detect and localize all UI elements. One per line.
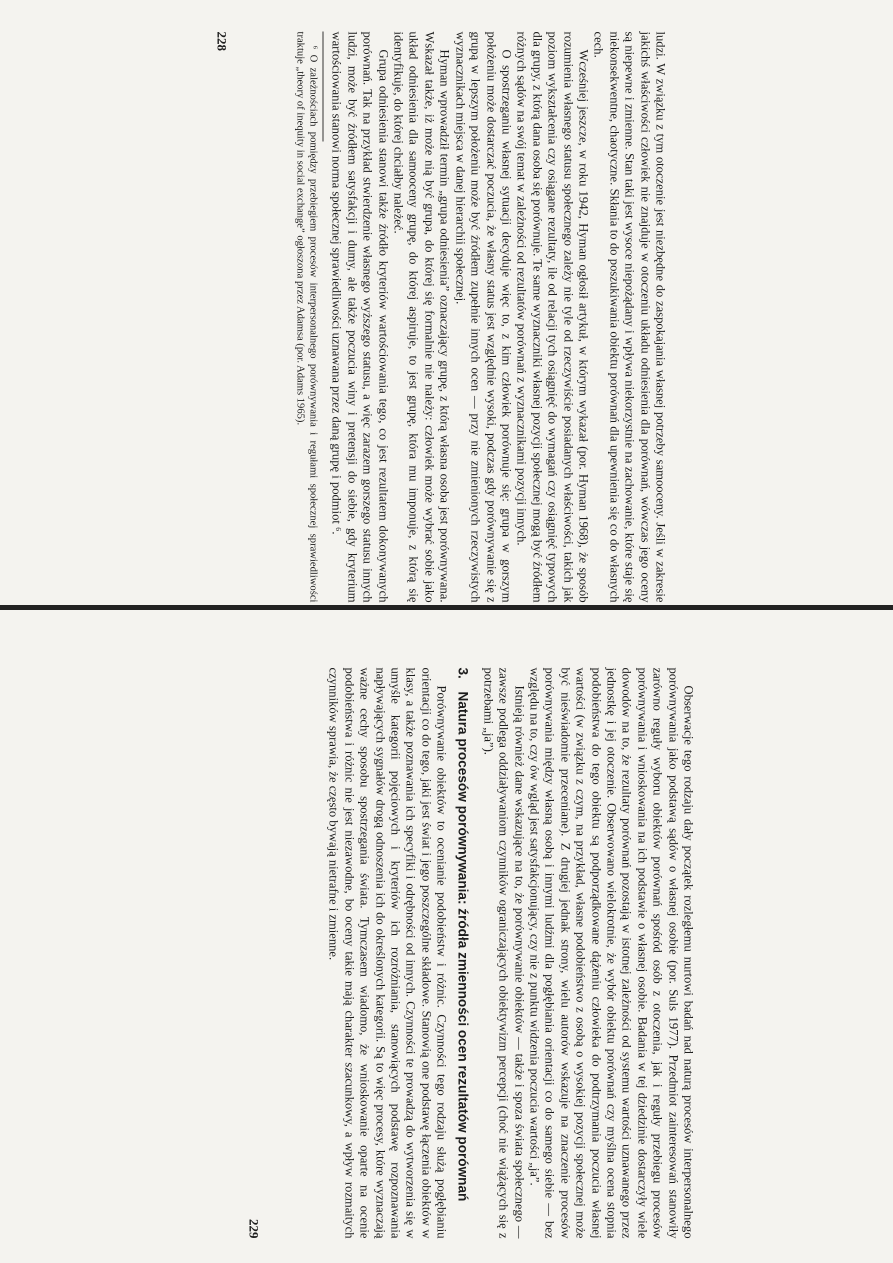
- paragraph: ludzi. W związku z tym otoczenie jest niezbędne do zaspokajania własnej potrzeby samooceny. Jeśli w zakresie jakichś właściwości człowiek nie znajduje w otoczeniu układu odniesienia dla porównań, wówczas jego oceny są niepewne i zmienne. Stan taki jest wysoce niepożądany i wpływa niekorzystnie na zachowanie, które staje się niekonsekwentne, chaotyczne. Skłania to do poszukiwania obiektu porównań dla upewnienia się co do własnych cech.: [591, 31, 668, 603]
- footnote: ⁶ O zależnościach pomiędzy przebiegiem procesów interpersonalnego porównywania i regułami społecznej sprawiedliwości traktuje „theory of inequity in social exchange” ogłoszona przez Adamsa (por. Adams 1965).: [294, 31, 319, 603]
- paragraph: Obserwacje tego rodzaju dały początek rozległemu nurtowi badań nad naturą procesów interpersonalnego porównywania jako podstawą sądów o własnej osobie (por. Suls 1977). Przedmiot zainteresowań stanowiły zarówno reguły wyboru obiektów porównań spośród osób z otoczenia, jak i reguły przebiegu procesów porównywania i wnioskowania na ich podstawie o własnej osobie. Badania w tej dziedzinie dostarczyły wiele dowodów na to, że rezultaty porównań pozostają w istotnej zależności od systemu wartości uznawanego przez jednostkę i jej otoczenie. Obserwowano wielokrotnie, że wybór obiektu porównań czy myślna ocena stopnia podobieństwa do tego obiektu są podporządkowane dążeniu człowieka do podtrzymania poczucia własnej wartości (w związku z czym, na przykład, własne podobieństwo z osobą o wysokiej pozycji społecznej może być nieświadomie przeceniane). Z drugiej jednak strony, wielu autorów wskazuje na znaczenie procesów porównywania między własną osobą i innymi ludźmi dla pogłębiania orientacji co do samego siebie — bez względu na to, czy ów wgląd jest satysfakcjonujący, czy nie z punktu widzenia poczucia wartości „ja”.: [527, 667, 696, 1239]
- paragraph: Istnieją również dane wskazujące na to, że porównywanie obiektów — także i spoza świata społecznego — zawsze podlega oddziaływaniom czynników ograniczających obiektywizm percepcji (choć nie wiążących się z potrzebami „ja”).: [481, 667, 527, 1239]
- paragraph: Wcześniej jeszcze, w roku 1942, Hyman ogłosił artykuł, w którym wykazał (por. Hyman 1968), że sposób rozumienia własnego statusu społecznego zależy nie tyle od rzeczywiście posiadanych właściwości, takich jak poziom wykształcenia czy osiągane rezultaty, ile od relacji tych osiągnięć do wymagań czy osiągnięć typowych dla grupy, z którą dana osoba się porównuje. Te same wyznaczniki własnej pozycji społecznej mogą być źródłem różnych sądów na swój temat w zależności od rezultatów porównań z wyznacznikami pozycji innych.: [514, 31, 591, 603]
- page-number: 228: [214, 31, 230, 51]
- page-divider: [0, 605, 893, 610]
- paragraph: Grupa odniesienia stanowi także źródło kryteriów wartościowania tego, co jest rezultatem dokonywanych porównań. Tak na przykład stwierdzenie własnego wyższego statusu, a więc zarazem gorszego statusu innych ludzi, może być źródłem satysfakcji i dumy, ale także poczucia winy i pretensji do siebie, gdy kryterium wartościowania stanowi norma społecznej sprawiedliwości uznawana przez daną grupę i podmiot ⁶.: [329, 31, 391, 603]
- footnote-rule: [323, 32, 324, 142]
- section-heading: [455, 668, 471, 1239]
- section-title: Natura procesów porównywania: źródła zmienności ocen rezultatów porównań: [455, 691, 471, 1202]
- paragraph: Porównywanie obiektów to ocenianie podobieństw i różnic. Czynności tego rodzaju służą pogłębianiu orientacji co do tego, jaki jest świat i jego poszczególne składowe. Stanowią one podstawę łączenia obiektów w klasy, a także poznawania ich specyfiki i odrębności od innych. Czynności te prowadzą do wytworzenia się w umyśle kategorii pojęciowych i kryteriów ich rozróżniania, stanowiących podstawę rozpoznawania napływających sygnałów drogą odnoszenia ich do określonych kategorii. Są to więc procesy, które wyznaczają ważne cechy sposobu spostrzegania świata. Tymczasem wiadomo, że wnioskowanie oparte na ocenie podobieństwa i różnic nie jest niezawodne, bo oceny takie mają charakter szacunkowy, a wpływ rozmaitych czynników sprawia, że często bywają nietrafne i zmienne.: [326, 667, 449, 1239]
- page-229-text-block: [276, 668, 696, 1239]
- page-228: [214, 10, 668, 625]
- page-229: [246, 646, 696, 1261]
- paragraph: Hyman wprowadził termin „grupa odniesienia” oznaczający grupę, z którą własna osoba jest porównywana. Wskazał także, iż może nią być grupa, do której się formalnie nie należy: człowiek może wybrać sobie jako układ odniesienia dla samooceny grupę, do której aspiruje, to jest grupę, która mu imponuje, z którą się identyfikuje, do której chciałby należeć.: [391, 31, 452, 603]
- page-228-text-block: [248, 32, 668, 603]
- page-number: 229: [246, 1219, 262, 1239]
- paragraph: O spostrzeganiu własnej sytuacji decyduje więc to, z kim człowiek porównuje się: grupa w gorszym położeniu może dostarczać poczucia, że własny status jest względnie wysoki, podczas gdy porównywanie się z grupą w lepszym położeniu może być źródłem zupełnie innych ocen — przy nie zmienionych rzeczywistych wyznacznikach miejsca w danej hierarchii społecznej.: [453, 31, 514, 603]
- section-number: 3.: [455, 667, 471, 679]
